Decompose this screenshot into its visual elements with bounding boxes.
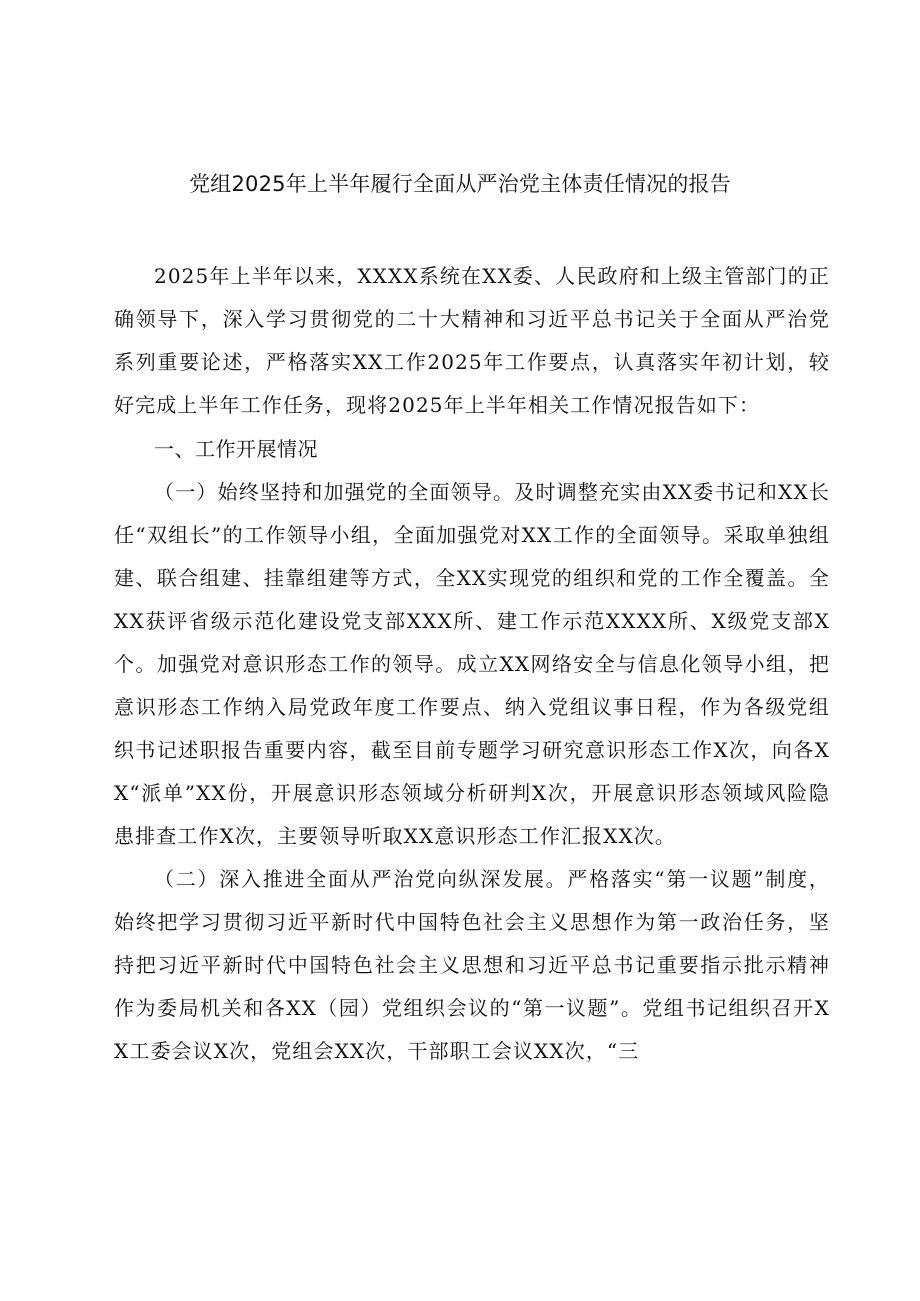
document-title: 党组2025年上半年履行全面从严治党主体责任情况的报告 — [189, 172, 731, 196]
paragraph-1: （一）始终坚持和加强党的全面领导。及时调整充实由XX委书记和XX长任“双组长”的工作领导小组，全面加强党对XX工作的全面领导。采取单独组建、联合组建、挂靠组建等方式，全XX实现党的组织和党的工作全覆盖。全XX获评省级示范化建设党支部XXX所、建工作示范XXXX所、X级党支部X个。加强党对意识形态工作的领导。成立XX网络安全与信息化领导小组，把意识形态工作纳入局党政年度工作要点、纳入党组议事日程，作为各级党组织书记述职报告重要内容，截至目前专题学习研究意识形态工作X次，向各XX“派单”XX份，开展意识形态领域分析研判X次，开展意识形态领域风险隐患排查工作X次，主要领导听取XX意识形态工作汇报XX次。 — [114, 480, 830, 848]
intro-paragraph: 2025年上半年以来，XXXX系统在XX委、人民政府和上级主管部门的正确领导下，深入学习贯彻党的二十大精神和习近平总书记关于全面从严治党系列重要论述，严格落实XX工作2025年工作要点，认真落实年初计划，较好完成上半年工作任务，现将2025年上半年相关工作情况报告如下： — [114, 264, 830, 417]
section-heading: 一、工作开展情况 — [154, 437, 318, 461]
paragraph-2: （二）深入推进全面从严治党向纵深发展。严格落实“第一议题”制度，始终把学习贯彻习近平新时代中国特色社会主义思想作为第一政治任务，坚持把习近平新时代中国特色社会主义思想和习近平总书记重要指示批示精神作为委局机关和各XX（园）党组织会议的“第一议题”。党组书记组织召开XX工委会议X次，党组会XX次，干部职工会议XX次，“三 — [114, 867, 830, 1063]
document-body — [114, 255, 830, 1073]
